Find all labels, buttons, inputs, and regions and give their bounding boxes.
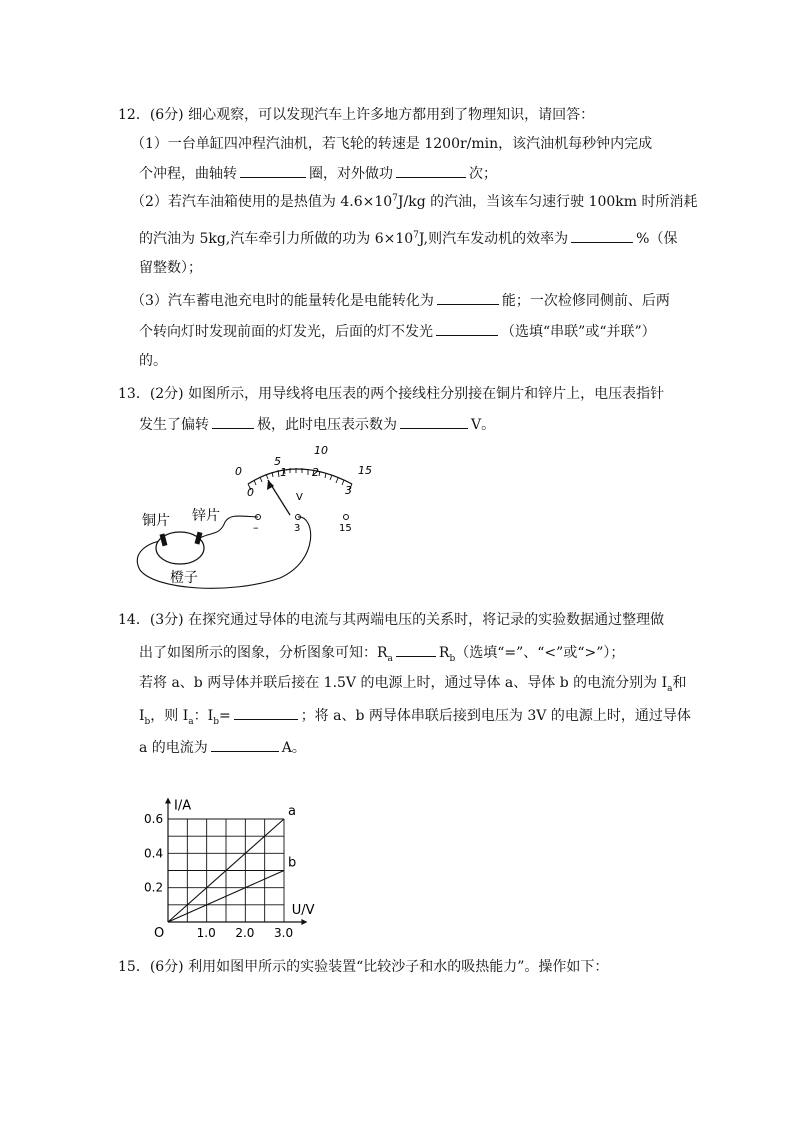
answer-blank[interactable] xyxy=(436,321,498,336)
answer-blank[interactable] xyxy=(234,705,298,720)
y-tick-label: 0.2 xyxy=(144,880,164,895)
scale-bottom-label: 1 xyxy=(280,466,287,479)
terminal-label: – xyxy=(253,521,259,534)
scale-bottom-label: 3 xyxy=(345,484,352,497)
q12-part2-line3: 留整数）； xyxy=(139,260,202,276)
y-axis-arrow xyxy=(165,798,171,804)
answer-blank[interactable] xyxy=(571,228,633,243)
x-axis-label: U/V xyxy=(291,903,315,918)
copper-label: 铜片 xyxy=(142,513,170,529)
y-tick-label: 0.6 xyxy=(144,812,164,826)
answer-blank[interactable] xyxy=(396,642,436,657)
q12-part1-line1: （1）一台单缸四冲程汽油机，若飞轮的转速是 1200r/min，该汽油机每秒钟内完成 xyxy=(131,136,653,152)
q12-part3-line2: 个转向灯时发现前面的灯发光，后面的灯不发光 （选填“串联”或“并联”） xyxy=(139,321,656,342)
y-axis-label: I/A xyxy=(174,798,192,814)
answer-blank[interactable] xyxy=(240,163,306,178)
origin-label: O xyxy=(154,926,165,941)
terminal-label: 3 xyxy=(294,523,301,534)
q14-heading: 14．(3分) 在探究通过导体的电流与其两端电压的关系时，将记录的实验数据通过整理做 xyxy=(118,612,665,628)
answer-blank[interactable] xyxy=(437,290,499,305)
scale-bottom-label: 0 xyxy=(247,486,254,499)
iu-graph xyxy=(140,770,340,945)
scale-top-label: 15 xyxy=(358,464,372,477)
x-tick-label: 3.0 xyxy=(274,926,294,940)
q12-part3-line1: （3）汽车蓄电池充电时的能量转化是电能转化为 能；一次检修同侧前、后两 xyxy=(131,290,670,311)
series-label-b: b xyxy=(288,855,297,871)
q12-part3-line3: 的。 xyxy=(139,353,167,369)
terminal-label: 15 xyxy=(339,523,352,534)
q13-line2: 发生了偏转 极，此时电压表示数为 V。 xyxy=(139,414,495,435)
q14-line2: 出了如图所示的图象，分析图象可知：$R_a$ $R_b$（选填“=”、“<”或“>”）； xyxy=(139,642,624,663)
terminal-15v xyxy=(344,515,349,520)
voltmeter-figure xyxy=(130,440,380,590)
y-tick-label: 0.4 xyxy=(144,846,164,861)
q12-part2-line1: （2）若汽车油箱使用的是热值为 $4.6\times 10^7J/kg$ 的汽油，当该车匀速行驶 100km 时所消耗 xyxy=(131,193,698,210)
answer-blank[interactable] xyxy=(396,163,466,178)
series-label-a: a xyxy=(288,804,296,819)
q12-part2-line2: 的汽油为 5kg,汽车牵引力所做的功为 $6\times 10^7J$,则汽车发动机的效率为 %（保 xyxy=(139,228,677,249)
q12-heading: 12．(6分) 细心观察，可以发现汽车上许多地方都用到了物理知识，请回答： xyxy=(118,107,595,123)
scale-top-label: 0 xyxy=(235,465,242,478)
q14-line5: a 的电流为 A。 xyxy=(139,737,306,758)
answer-blank[interactable] xyxy=(212,414,254,429)
scale-top-label: 10 xyxy=(314,444,328,457)
zinc-label: 锌片 xyxy=(192,508,220,524)
dial-ticks xyxy=(248,468,352,490)
x-axis-arrow xyxy=(301,919,307,925)
orange-label: 橙子 xyxy=(170,570,198,586)
q12-part1-line2: 个冲程，曲轴转 圈，对外做功 次； xyxy=(139,163,497,184)
scale-top-label: 5 xyxy=(274,455,281,468)
answer-blank[interactable] xyxy=(211,737,279,752)
x-tick-label: 2.0 xyxy=(235,926,255,940)
meter-unit: V xyxy=(296,492,303,503)
q14-line4: $I_b$，则 $I_a$：$I_b=$ ；将 a、b 两导体串联后接到电压为 3V 的电源上时，通过导体 xyxy=(139,705,691,726)
scale-bottom-label: 2 xyxy=(312,466,319,479)
q15-heading: 15．(6分) 利用如图甲所示的实验装置“比较沙子和水的吸热能力”。操作如下： xyxy=(118,959,609,975)
q13-heading: 13．(2分) 如图所示，用导线将电压表的两个接线柱分别接在铜片和锌片上，电压表指针 xyxy=(118,386,665,402)
x-tick-label: 1.0 xyxy=(196,926,216,940)
answer-blank[interactable] xyxy=(400,414,468,429)
q14-line3: 若将 a、b 两导体并联后接在 1.5V 的电源上时，通过导体 a、导体 b 的电流分别为 $I_a$和 xyxy=(139,675,687,694)
